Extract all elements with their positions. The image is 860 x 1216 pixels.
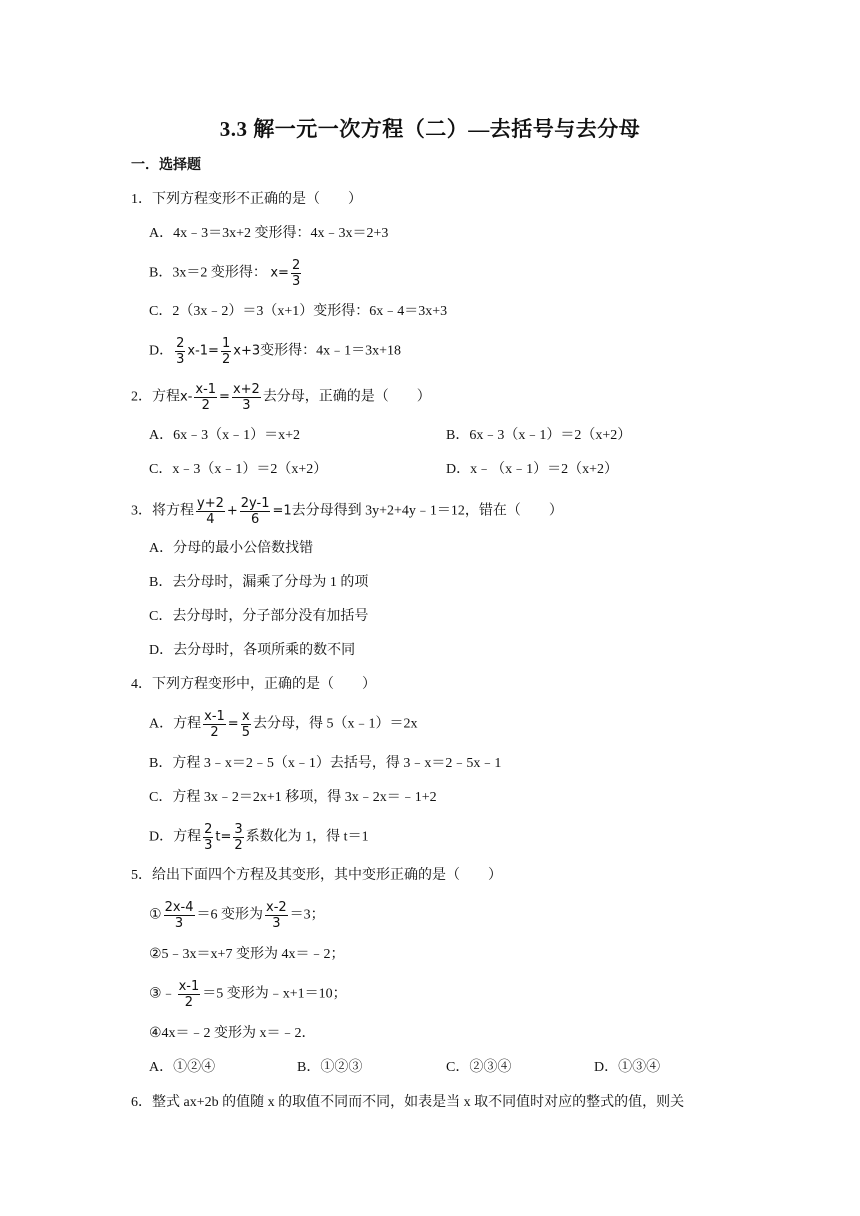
- fraction: $\frac{3}{2}$: [234, 822, 243, 853]
- question-5-option-a: A．①②④: [149, 1060, 216, 1075]
- fraction: $\frac{2y-1}{6}$: [240, 496, 270, 527]
- question-1-stem: 1．下列方程变形不正确的是（ ）: [131, 192, 362, 207]
- question-2-option-c: C．x﹣3（x﹣1）＝2（x+2）: [149, 462, 328, 477]
- question-5-option-d: D．①③④: [594, 1060, 661, 1075]
- question-1-option-d: D． $\frac{2}{3}$ x-1= $\frac{1}{2}$ x+3变形得：4x﹣1＝3x+18: [149, 336, 402, 367]
- question-3-stem: 3．将方程 $\frac{y+2}{4}$ + $\frac{2y-1}{6}$ =1去分母得到 3y+2+4y﹣1＝12，错在（ ）: [131, 496, 563, 527]
- question-3-option-b: B．去分母时，漏乘了分母为 1 的项: [149, 575, 369, 590]
- question-4-option-a: A．方程 $\frac{x-1}{2}$ = $\frac{x}{5}$ 去分母，得 5（x﹣1）＝2x: [149, 709, 418, 740]
- fraction: $\frac{x-1}{2}$: [195, 382, 217, 413]
- question-6-stem: 6．整式 ax+2b 的值随 x 的取值不同而不同，如表是当 x 取不同值时对应的整式的值，则关: [131, 1095, 685, 1110]
- question-2-option-d: D．x﹣（x﹣1）＝2（x+2）: [446, 462, 619, 477]
- fraction: $\frac{2}{3}$: [291, 258, 301, 289]
- question-3-option-a: A．分母的最小公倍数找错: [149, 541, 314, 556]
- question-2-stem: 2．方程x- $\frac{x-1}{2}$ = $\frac{x+2}{3}$ 去分母，正确的是（ ）: [131, 382, 431, 413]
- question-2-option-b: B．6x﹣3（x﹣1）＝2（x+2）: [446, 428, 632, 443]
- question-1-option-b: B．3x＝2 变形得： x= $\frac{2}{3}$: [149, 258, 301, 289]
- fraction: $\frac{x-1}{2}$: [178, 979, 200, 1010]
- question-5-item-2: ②5﹣3x＝x+7 变形为 4x＝﹣2；: [149, 947, 345, 962]
- question-4-stem: 4．下列方程变形中，正确的是（ ）: [131, 677, 376, 692]
- fraction: $\frac{x+2}{3}$: [232, 382, 260, 413]
- fraction: $\frac{x}{5}$: [241, 709, 250, 740]
- question-5-item-4: ④4x＝﹣2 变形为 x＝﹣2．: [149, 1026, 316, 1041]
- question-3-option-d: D．去分母时，各项所乘的数不同: [149, 643, 356, 658]
- question-4-option-d: D．方程 $\frac{2}{3}$ t= $\frac{3}{2}$ 系数化为 1，得 t＝1: [149, 822, 369, 853]
- question-5-stem: 5．给出下面四个方程及其变形，其中变形正确的是（ ）: [131, 868, 502, 883]
- question-1-option-a: A．4x﹣3＝3x+2 变形得：4x﹣3x＝2+3: [149, 226, 389, 241]
- section-heading: 一．选择题: [131, 158, 201, 173]
- page-title: 3.3 解一元一次方程（二）—去括号与去分母: [219, 117, 641, 141]
- fraction: $\frac{2}{3}$: [176, 336, 185, 367]
- question-5-item-3: ③﹣ $\frac{x-1}{2}$ ＝5 变形为﹣x+1＝10；: [149, 979, 347, 1010]
- question-3-option-c: C．去分母时，分子部分没有加括号: [149, 609, 369, 624]
- question-5-option-b: B．①②③: [297, 1060, 363, 1075]
- question-4-option-b: B．方程 3﹣x＝2﹣5（x﹣1）去括号，得 3﹣x＝2﹣5x﹣1: [149, 756, 502, 771]
- question-2-option-a: A．6x﹣3（x﹣1）＝x+2: [149, 428, 301, 443]
- fraction: $\frac{2x-4}{3}$: [164, 900, 194, 931]
- fraction: $\frac{x-2}{3}$: [266, 900, 287, 931]
- question-5-option-c: C．②③④: [446, 1060, 512, 1075]
- fraction: $\frac{y+2}{4}$: [197, 496, 224, 527]
- fraction: $\frac{x-1}{2}$: [204, 709, 225, 740]
- question-1-option-c: C．2（3x﹣2）＝3（x+1）变形得：6x﹣4＝3x+3: [149, 304, 448, 319]
- fraction: $\frac{1}{2}$: [221, 336, 231, 367]
- fraction: $\frac{2}{3}$: [204, 822, 213, 853]
- question-5-item-1: ① $\frac{2x-4}{3}$ ＝6 变形为 $\frac{x-2}{3}$ ＝3；: [149, 900, 325, 931]
- question-4-option-c: C．方程 3x﹣2＝2x+1 移项，得 3x﹣2x＝﹣1+2: [149, 790, 437, 805]
